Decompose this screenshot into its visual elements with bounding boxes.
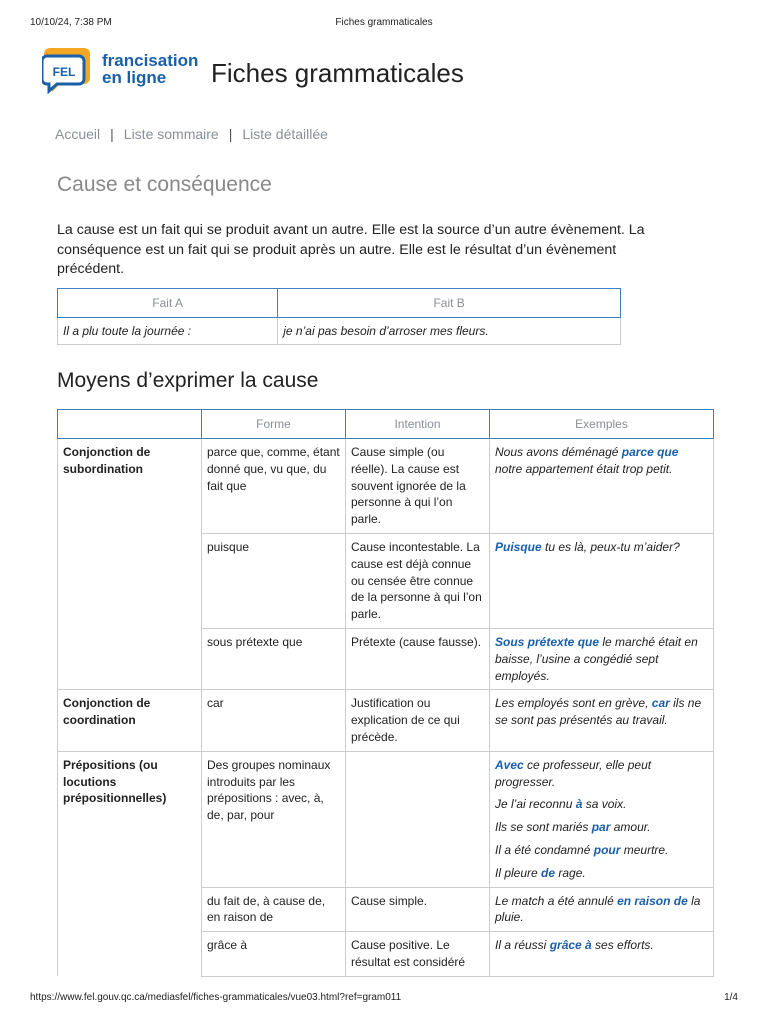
category-empty (58, 932, 202, 977)
intention-cell (346, 751, 490, 887)
table-row (58, 439, 714, 534)
breadcrumb-accueil[interactable]: Accueil (55, 126, 101, 142)
cause-table (57, 409, 714, 977)
print-page-number: 1/4 (724, 992, 738, 1003)
facts-header-a: Fait A (58, 289, 278, 318)
forme-cell: car (202, 690, 346, 751)
intention-cell: Justification ou explication de ce qui précède. (346, 690, 490, 751)
breadcrumb (55, 126, 328, 142)
example-cell: Puisque tu es là, peux-tu m’aider? (490, 533, 714, 628)
facts-cell-b: je n’ai pas besoin d’arroser mes fleurs. (278, 318, 621, 345)
cause-header-empty (58, 410, 202, 439)
example-cell: Les employés sont en grève, car ils ne se sont pas présentés au travail. (490, 690, 714, 751)
intention-cell: Cause incontestable. La cause est déjà connue ou censée être connue de la personne à qui l’on parle. (346, 533, 490, 628)
fel-logo[interactable] (42, 44, 212, 94)
print-datetime: 10/10/24, 7:38 PM (30, 17, 112, 28)
forme-cell: Des groupes nominaux introduits par les prépositions : avec, à, de, par, pour (202, 751, 346, 887)
table-row (58, 932, 714, 977)
logo-line2: en ligne (102, 68, 167, 87)
cause-header-forme: Forme (202, 410, 346, 439)
keyword: car (651, 696, 670, 711)
example-cell: Il a réussi grâce à ses efforts. (490, 932, 714, 977)
keyword: à (575, 797, 583, 812)
example-cell: Nous avons déménagé parce que notre appartement était trop petit. (490, 439, 714, 534)
category-empty (58, 533, 202, 628)
table-row (58, 887, 714, 932)
category-prepositions: Prépositions (ou locutions prépositionnelles) (58, 751, 202, 887)
footer-mask (0, 985, 768, 1024)
example-line: Je l’ai reconnu à sa voix. (495, 797, 627, 812)
cause-header-exemples: Exemples (490, 410, 714, 439)
forme-cell: sous prétexte que (202, 628, 346, 689)
keyword: parce que (621, 445, 679, 459)
forme-cell: grâce à (202, 932, 346, 977)
fel-logo-icon (42, 44, 212, 94)
breadcrumb-separator: | (228, 126, 233, 142)
print-url[interactable]: https://www.fel.gouv.qc.ca/mediasfel/fiches-grammaticales/vue03.html?ref=gram011 (30, 992, 402, 1003)
example-line: Ils se sont mariés par amour. (495, 820, 651, 835)
keyword: par (591, 820, 611, 835)
breadcrumb-liste-detaillee[interactable]: Liste détaillée (242, 126, 328, 142)
forme-cell: puisque (202, 533, 346, 628)
category-coordination: Conjonction de coordination (58, 690, 202, 751)
facts-table (57, 288, 621, 345)
forme-cell: parce que, comme, étant donné que, vu que, du fait que (202, 439, 346, 534)
example-line: Il pleure de rage. (495, 865, 586, 880)
category-subordination: Conjonction de subordination (58, 439, 202, 534)
example-cell: Sous prétexte que le marché était en baisse, l’usine a congédié sept employés. (490, 628, 714, 689)
intention-cell: Prétexte (cause fausse). (346, 628, 490, 689)
page-title: Fiches grammaticales (211, 58, 464, 88)
logo-line1: francisation (102, 51, 199, 70)
keyword: Sous prétexte que (495, 634, 600, 649)
intention-cell: Cause positive. Le résultat est considéré (346, 932, 490, 977)
keyword: Puisque (495, 539, 542, 554)
table-row (58, 628, 714, 689)
print-title: Fiches grammaticales (335, 17, 433, 28)
facts-header-b: Fait B (278, 289, 621, 318)
table-row (58, 690, 714, 751)
keyword: en raison de (617, 893, 688, 908)
section-title: Cause et conséquence (57, 173, 272, 196)
breadcrumb-separator: | (110, 126, 114, 142)
breadcrumb-liste-sommaire[interactable]: Liste sommaire (123, 126, 219, 142)
table-row (58, 533, 714, 628)
intention-cell: Cause simple (ou réelle). La cause est souvent ignorée de la personne à qui l’on parle. (346, 439, 490, 534)
cause-header-intention: Intention (346, 410, 490, 439)
forme-cell: du fait de, à cause de, en raison de (202, 887, 346, 932)
keyword: Avec (495, 757, 524, 772)
logo-badge: FEL (52, 65, 76, 79)
intention-cell: Cause simple. (346, 887, 490, 932)
table-row (58, 751, 714, 887)
example-line: Avec ce professeur, elle peut progresser. (495, 757, 652, 789)
keyword: de (541, 865, 556, 880)
category-empty (58, 887, 202, 932)
intro-paragraph: La cause est un fait qui se produit avant un autre. Elle est la source d’un autre évènement. La conséquence est un fait qui se produit après un autre. Elle est le résultat d’un évènement précédent. (57, 222, 645, 277)
example-cell (490, 751, 714, 887)
example-line: Il a été condamné pour meurtre. (495, 842, 669, 857)
example-cell: Le match a été annulé en raison de la pluie. (490, 887, 714, 932)
cause-heading: Moyens d’exprimer la cause (57, 369, 319, 392)
keyword: grâce à (549, 938, 592, 953)
category-empty (58, 628, 202, 689)
keyword: pour (593, 842, 621, 857)
facts-cell-a: Il a plu toute la journée : (58, 318, 278, 345)
